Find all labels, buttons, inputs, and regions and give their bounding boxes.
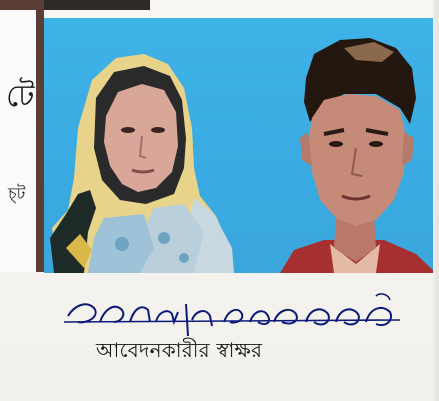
woman-figure — [50, 54, 234, 273]
adjacent-card-panel — [0, 10, 36, 272]
left-panel-glyph-small: চ্ট — [8, 184, 26, 203]
signature-caption: আবেদনকারীর স্বাক্ষর — [96, 338, 263, 362]
page-right-edge — [433, 0, 439, 401]
man-figure — [280, 38, 436, 273]
applicant-photo — [44, 18, 436, 273]
photo-illustration — [44, 18, 436, 273]
signature-drawing — [60, 286, 410, 338]
left-panel-glyph: টে — [6, 79, 35, 114]
